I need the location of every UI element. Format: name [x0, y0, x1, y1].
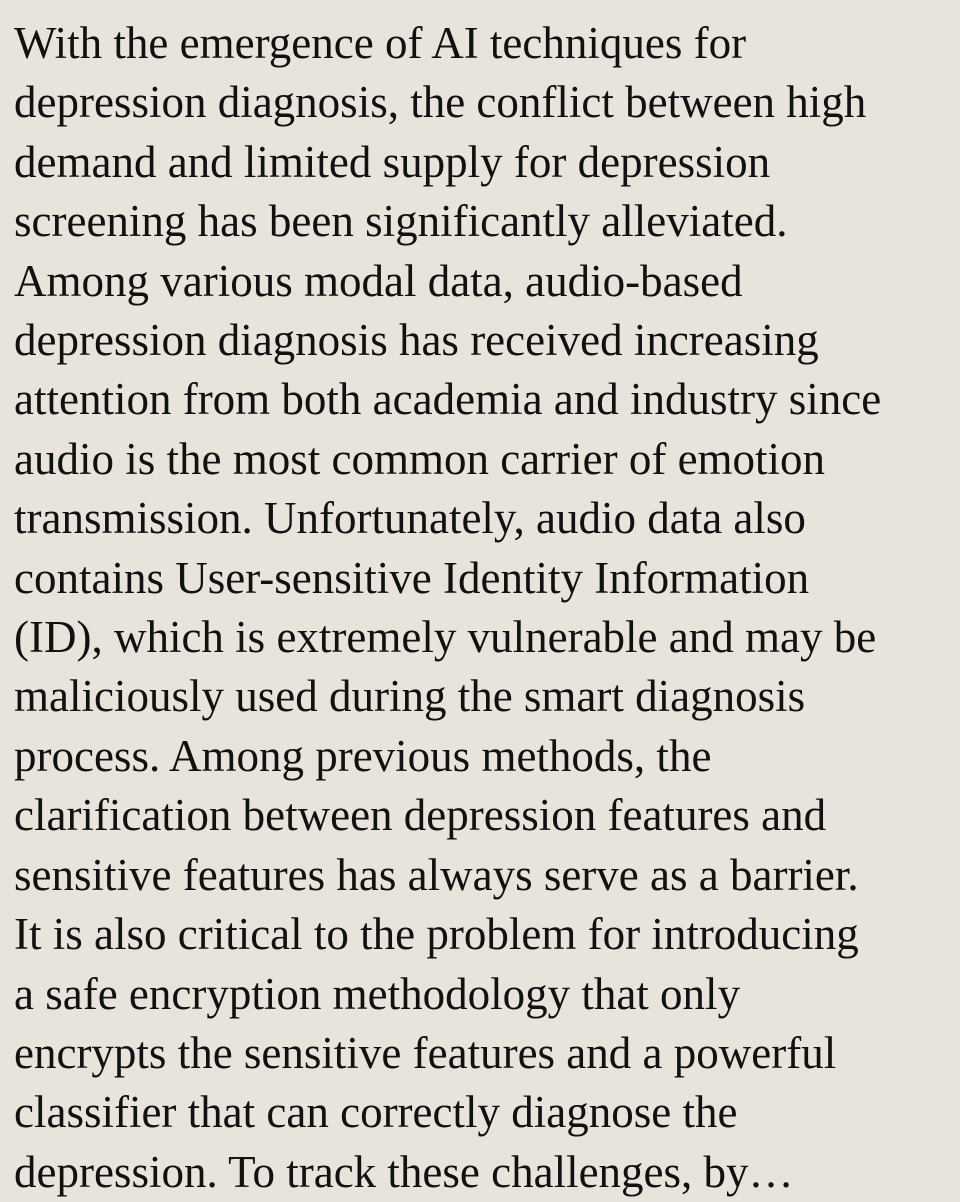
- abstract-paragraph: [14, 14, 950, 1202]
- text-line: transmission. Unfortunately, audio data also: [14, 493, 806, 544]
- text-line: maliciously used during the smart diagnosis: [14, 671, 806, 722]
- text-line: With the emergence of AI techniques for: [14, 18, 747, 68]
- text-line: attention from both academia and industry since: [14, 374, 882, 425]
- text-line: process. Among previous methods, the: [14, 730, 712, 781]
- text-line: classifier that can correctly diagnose the: [14, 1087, 738, 1138]
- text-line: It is also critical to the problem for introducing: [14, 909, 859, 960]
- text-line: depression diagnosis has received increasing: [14, 315, 819, 366]
- text-line: a safe encryption methodology that only: [14, 968, 741, 1019]
- text-line: demand and limited supply for depression: [14, 136, 771, 187]
- text-line: clarification between depression features and: [14, 790, 827, 841]
- text-line: screening has been significantly alleviated.: [14, 196, 788, 247]
- text-line: depression diagnosis, the conflict between high: [14, 77, 867, 128]
- text-line: sensitive features has always serve as a barrier.: [14, 849, 859, 900]
- text-line: depression. To track these challenges, by…: [14, 1146, 794, 1197]
- text-line: audio is the most common carrier of emotion: [14, 433, 826, 484]
- text-line: Among various modal data, audio-based: [14, 255, 743, 306]
- text-line: contains User-sensitive Identity Information: [14, 552, 810, 603]
- text-line: (ID), which is extremely vulnerable and may be: [14, 612, 877, 663]
- text-line: encrypts the sensitive features and a powerful: [14, 1027, 837, 1078]
